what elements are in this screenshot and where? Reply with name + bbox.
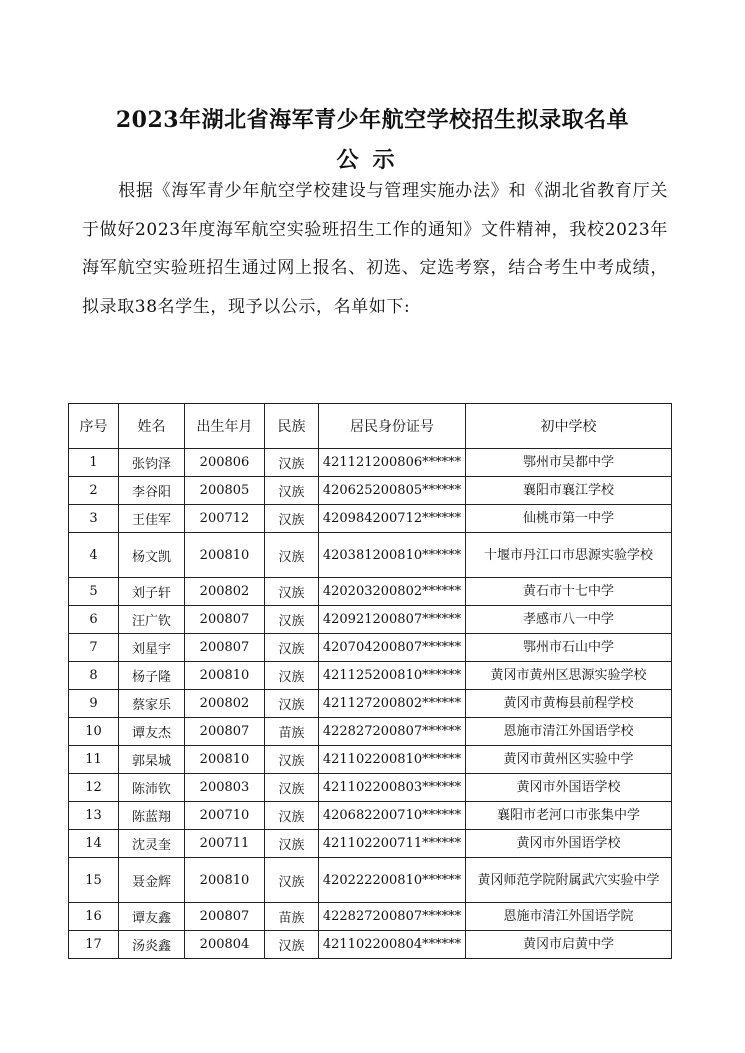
cell-index: 11 <box>69 746 119 774</box>
cell-birth: 200807 <box>185 606 265 634</box>
cell-id-number: 420381200810****** <box>319 533 466 578</box>
cell-name: 汤炎鑫 <box>119 931 185 959</box>
cell-ethnicity: 汉族 <box>265 746 319 774</box>
header-name: 姓名 <box>119 404 185 449</box>
cell-index: 6 <box>69 606 119 634</box>
header-birth: 出生年月 <box>185 404 265 449</box>
cell-name: 聂金辉 <box>119 858 185 903</box>
cell-birth: 200711 <box>185 830 265 858</box>
cell-name: 汪广钦 <box>119 606 185 634</box>
cell-birth: 200805 <box>185 477 265 505</box>
table-row <box>69 931 672 959</box>
table-row <box>69 634 672 662</box>
cell-school: 黄冈市外国语学校 <box>466 774 672 802</box>
table-row <box>69 449 672 477</box>
cell-index: 2 <box>69 477 119 505</box>
cell-school: 恩施市清江外国语学校 <box>466 718 672 746</box>
cell-ethnicity: 汉族 <box>265 505 319 533</box>
cell-birth: 200810 <box>185 746 265 774</box>
cell-id-number: 421127200802****** <box>319 690 466 718</box>
cell-school: 仙桃市第一中学 <box>466 505 672 533</box>
header-school: 初中学校 <box>466 404 672 449</box>
table-header-row <box>69 404 672 449</box>
cell-id-number: 422827200807****** <box>319 903 466 931</box>
cell-index: 14 <box>69 830 119 858</box>
cell-name: 郭杲城 <box>119 746 185 774</box>
cell-ethnicity: 汉族 <box>265 802 319 830</box>
announcement-paragraph <box>82 172 668 326</box>
cell-id-number: 421102200711****** <box>319 830 466 858</box>
cell-school: 黄冈市黄梅县前程学校 <box>466 690 672 718</box>
cell-index: 7 <box>69 634 119 662</box>
cell-index: 13 <box>69 802 119 830</box>
cell-school: 襄阳市老河口市张集中学 <box>466 802 672 830</box>
cell-birth: 200803 <box>185 774 265 802</box>
table-row <box>69 903 672 931</box>
cell-ethnicity: 汉族 <box>265 830 319 858</box>
table-row <box>69 802 672 830</box>
table-row <box>69 505 672 533</box>
cell-id-number: 420704200807****** <box>319 634 466 662</box>
cell-index: 3 <box>69 505 119 533</box>
cell-id-number: 420203200802****** <box>319 578 466 606</box>
cell-ethnicity: 汉族 <box>265 578 319 606</box>
table-row <box>69 606 672 634</box>
cell-index: 4 <box>69 533 119 578</box>
announcement-text: 根据《海军青少年航空学校建设与管理实施办法》和《湖北省教育厅关于做好2023年度海军航空实验班招生工作的通知》文件精神，我校2023年海军航空实验班招生通过网上报名、初选、定选考察，结合考生中考成绩，拟录取38名学生，现予以公示，名单如下: <box>82 181 668 317</box>
cell-id-number: 420222200810****** <box>319 858 466 903</box>
cell-index: 16 <box>69 903 119 931</box>
cell-ethnicity: 汉族 <box>265 477 319 505</box>
cell-ethnicity: 汉族 <box>265 449 319 477</box>
header-index: 序号 <box>69 404 119 449</box>
cell-index: 1 <box>69 449 119 477</box>
cell-id-number: 420921200807****** <box>319 606 466 634</box>
cell-birth: 200810 <box>185 662 265 690</box>
cell-index: 10 <box>69 718 119 746</box>
table-row <box>69 690 672 718</box>
cell-birth: 200810 <box>185 858 265 903</box>
table-row <box>69 718 672 746</box>
cell-birth: 200710 <box>185 802 265 830</box>
cell-ethnicity: 汉族 <box>265 931 319 959</box>
cell-name: 陈蓝翔 <box>119 802 185 830</box>
cell-ethnicity: 苗族 <box>265 903 319 931</box>
cell-id-number: 422827200807****** <box>319 718 466 746</box>
cell-name: 沈灵奎 <box>119 830 185 858</box>
cell-index: 15 <box>69 858 119 903</box>
cell-id-number: 420682200710****** <box>319 802 466 830</box>
cell-id-number: 421102200803****** <box>319 774 466 802</box>
table-row <box>69 746 672 774</box>
cell-index: 5 <box>69 578 119 606</box>
cell-school: 襄阳市襄江学校 <box>466 477 672 505</box>
table-row <box>69 830 672 858</box>
table-row <box>69 774 672 802</box>
table-body <box>69 449 672 959</box>
cell-id-number: 421102200810****** <box>319 746 466 774</box>
cell-name: 张钧泽 <box>119 449 185 477</box>
cell-school: 鄂州市石山中学 <box>466 634 672 662</box>
cell-ethnicity: 汉族 <box>265 533 319 578</box>
cell-school: 黄冈市启黄中学 <box>466 931 672 959</box>
cell-school: 鄂州市吴都中学 <box>466 449 672 477</box>
cell-id-number: 420984200712****** <box>319 505 466 533</box>
cell-birth: 200806 <box>185 449 265 477</box>
cell-school: 恩施市清江外国语学院 <box>466 903 672 931</box>
cell-id-number: 421121200806****** <box>319 449 466 477</box>
cell-index: 8 <box>69 662 119 690</box>
cell-id-number: 421125200810****** <box>319 662 466 690</box>
cell-index: 17 <box>69 931 119 959</box>
document-title: 2023年湖北省海军青少年航空学校招生拟录取名单 <box>115 107 630 133</box>
cell-school: 黄冈师范学院附属武穴实验中学 <box>466 858 672 903</box>
cell-name: 蔡家乐 <box>119 690 185 718</box>
cell-name: 刘星宇 <box>119 634 185 662</box>
cell-birth: 200810 <box>185 533 265 578</box>
cell-ethnicity: 汉族 <box>265 858 319 903</box>
cell-birth: 200807 <box>185 903 265 931</box>
cell-ethnicity: 汉族 <box>265 606 319 634</box>
table-row <box>69 477 672 505</box>
cell-name: 杨文凯 <box>119 533 185 578</box>
cell-ethnicity: 汉族 <box>265 634 319 662</box>
cell-ethnicity: 汉族 <box>265 774 319 802</box>
table-row <box>69 578 672 606</box>
table-row <box>69 533 672 578</box>
cell-id-number: 420625200805****** <box>319 477 466 505</box>
cell-school: 十堰市丹江口市思源实验学校 <box>466 533 672 578</box>
cell-id-number: 421102200804****** <box>319 931 466 959</box>
cell-birth: 200712 <box>185 505 265 533</box>
cell-birth: 200802 <box>185 578 265 606</box>
cell-ethnicity: 汉族 <box>265 662 319 690</box>
cell-birth: 200807 <box>185 718 265 746</box>
cell-birth: 200804 <box>185 931 265 959</box>
cell-name: 杨子隆 <box>119 662 185 690</box>
cell-ethnicity: 汉族 <box>265 690 319 718</box>
table-row <box>69 662 672 690</box>
document-subtitle: 公示 <box>336 147 409 173</box>
header-ethnicity: 民族 <box>265 404 319 449</box>
admission-table <box>68 403 672 959</box>
cell-school: 黄石市十七中学 <box>466 578 672 606</box>
cell-name: 陈沛钦 <box>119 774 185 802</box>
cell-school: 黄冈市黄州区实验中学 <box>466 746 672 774</box>
header-id-number: 居民身份证号 <box>319 404 466 449</box>
cell-name: 刘子轩 <box>119 578 185 606</box>
cell-index: 12 <box>69 774 119 802</box>
cell-name: 谭友杰 <box>119 718 185 746</box>
table-row <box>69 858 672 903</box>
cell-school: 黄冈市黄州区思源实验学校 <box>466 662 672 690</box>
cell-name: 李谷阳 <box>119 477 185 505</box>
cell-name: 谭友鑫 <box>119 903 185 931</box>
cell-school: 孝感市八一中学 <box>466 606 672 634</box>
cell-birth: 200807 <box>185 634 265 662</box>
cell-birth: 200802 <box>185 690 265 718</box>
cell-index: 9 <box>69 690 119 718</box>
cell-name: 王佳军 <box>119 505 185 533</box>
cell-ethnicity: 苗族 <box>265 718 319 746</box>
cell-school: 黄冈市外国语学校 <box>466 830 672 858</box>
